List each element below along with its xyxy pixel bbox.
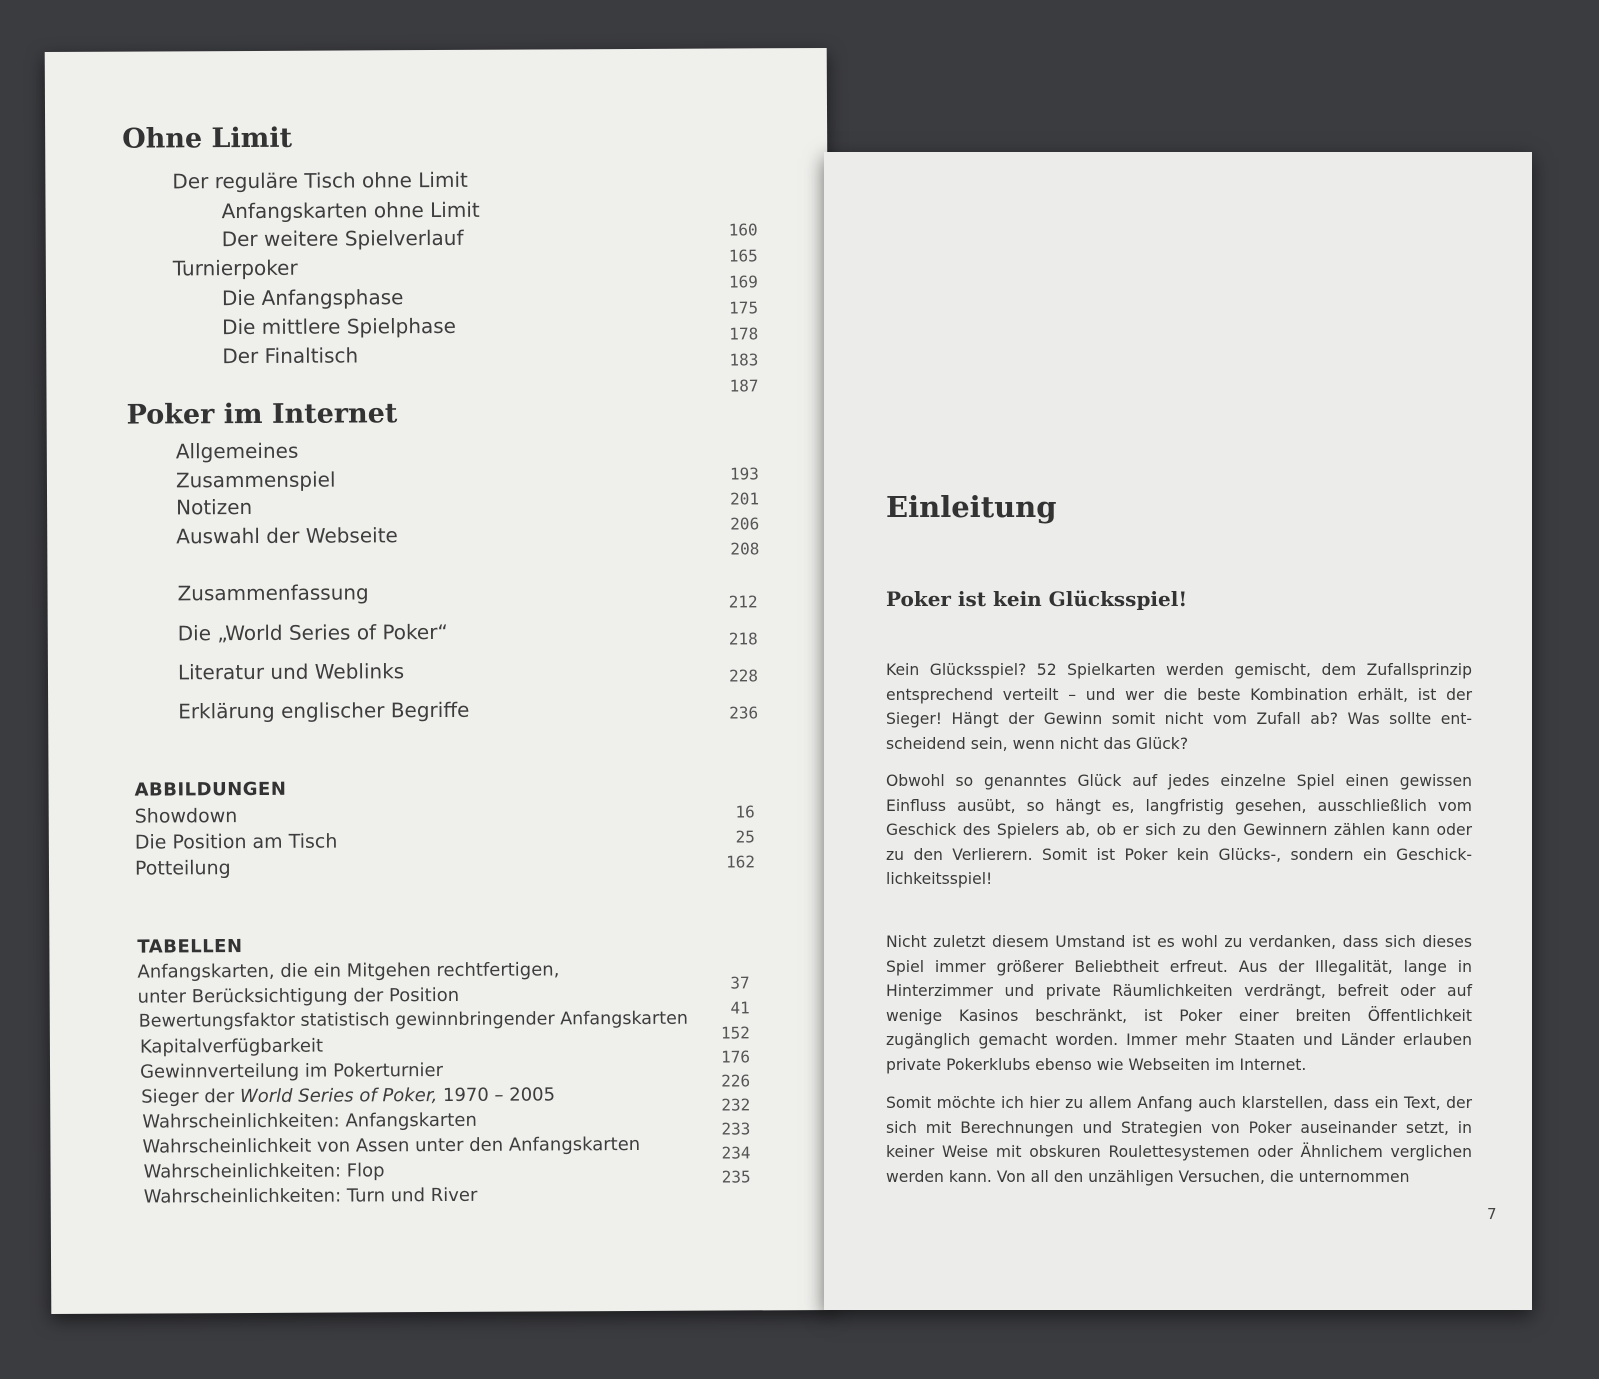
toc-page-number: 25: [735, 827, 755, 847]
sieger-prefix: Sieger der: [141, 1086, 240, 1108]
toc-page-number: 160: [728, 220, 758, 240]
toc-page-number: 165: [728, 246, 758, 266]
toc-entry: Der Finaltisch: [222, 343, 359, 369]
figures-heading: ABBILDUNGEN: [134, 778, 287, 801]
toc-page-number: 16: [735, 802, 755, 822]
toc-entry: Die mittlere Spielphase: [222, 313, 457, 340]
sieger-series-name: World Series of Poker,: [239, 1085, 438, 1108]
toc-page-number: 232: [721, 1095, 751, 1115]
toc-page-number: 41: [730, 998, 750, 1018]
toc-entry: Der weitere Spielverlauf: [221, 225, 464, 252]
toc-page-number: 208: [730, 539, 760, 559]
table-item: Anfangskarten, die ein Mitgehen rechtfertigen,: [137, 959, 560, 983]
toc-page-number: 178: [729, 324, 759, 344]
toc-entry: Anfangskarten ohne Limit: [221, 197, 480, 224]
body-paragraph: Kein Glücksspiel? 52 Spielkarten werden gemischt, dem Zufallsprinzip entsprechend verteilt – und wer die beste Kombination erhält, ist der Sieger! Hängt der Gewinn somit nicht vom Zufall ab? Was sollte entscheidend sein, wenn nicht das Glück?: [886, 661, 1472, 753]
table-item: Kapitalverfügbarkeit: [139, 1035, 324, 1058]
figure-item: Potteilung: [134, 857, 231, 880]
table-item: Wahrscheinlichkeiten: Anfangskarten: [142, 1109, 477, 1133]
toc-page-number: 193: [729, 464, 759, 484]
body-paragraph: Obwohl so genanntes Glück auf jedes einzelne Spiel einen gewissen Einfluss ausübt, so hängt es, langfristig gesehen, ausschließlich vom Geschick des Spielers ab, ob er sich zu den Gewinnern zählen kann oder zu den Verlierern. Somit ist Poker kein Glücks-, sondern ein Geschicklichkeitsspiel!: [886, 772, 1472, 888]
right-page-intro: [824, 152, 1532, 1310]
toc-chapter: Erklärung englischer Begriffe: [178, 697, 470, 724]
toc-entry: Die Anfangsphase: [221, 285, 404, 311]
figure-item: Showdown: [134, 805, 238, 828]
page-number: 7: [1487, 1205, 1497, 1223]
toc-entry: Zusammenspiel: [175, 467, 336, 493]
chapter-title: Einleitung: [886, 490, 1057, 524]
table-item-sieger: [141, 1084, 555, 1107]
toc-entry: Allgemeines: [175, 438, 299, 464]
toc-entry: Turnierpoker: [172, 255, 298, 281]
toc-page-number: 183: [729, 350, 759, 370]
tables-heading: TABELLEN: [137, 936, 243, 958]
table-item: Wahrscheinlichkeiten: Flop: [143, 1160, 385, 1183]
body-paragraph: Somit möchte ich hier zu allem Anfang auch klarstellen, dass ein Text, der sich mit Berechnungen und Strategien von Poker auseinander setzt, in keiner Weise mit obskuren Roulettesystemen oder Ähnlichem verglichen werden kann. Von all den unzähligen Versuchen, die unternommen: [886, 1094, 1472, 1186]
toc-chapter: Literatur und Weblinks: [177, 659, 405, 685]
figure-item: Die Position am Tisch: [134, 830, 338, 854]
toc-page-number: 236: [729, 703, 759, 723]
toc-page-number: 234: [721, 1143, 751, 1163]
toc-page-number: 187: [729, 376, 759, 396]
toc-page-number: 218: [728, 629, 758, 649]
table-item: Wahrscheinlichkeit von Assen unter den Anfangskarten: [142, 1133, 641, 1158]
table-item: unter Berücksichtigung der Position: [137, 984, 460, 1008]
toc-chapter: Die „World Series of Poker“: [177, 619, 448, 646]
toc-page-number: 201: [730, 489, 760, 509]
toc-page-number: 235: [721, 1167, 751, 1187]
toc-page-number: 206: [730, 514, 760, 534]
toc-chapter: Zusammenfassung: [177, 580, 369, 606]
body-paragraph: Nicht zuletzt diesem Umstand ist es wohl zu verdanken, dass sich dieses Spiel immer größerer Beliebtheit erfreut. Aus der Illegalität, lange in Hinterzimmer und private Räumlichkeiten verdrängt, befreit oder auf wenige Kasinos beschränkt, ist Poker einer breiten Öffentlichkeit zugänglich gemacht worden. Immer mehr Staaten und Länder erlauben private Pokerklubs ebenso wie Webseiten im Internet.: [886, 933, 1472, 1074]
toc-page-number: 176: [721, 1047, 751, 1067]
toc-entry: Der reguläre Tisch ohne Limit: [172, 167, 468, 194]
toc-page-number: 212: [728, 592, 758, 612]
table-item: Wahrscheinlichkeiten: Turn und River: [143, 1184, 478, 1208]
toc-page-number: 226: [721, 1071, 751, 1091]
toc-page-number: 175: [729, 298, 759, 318]
table-item: Gewinnverteilung im Pokerturnier: [139, 1059, 444, 1083]
toc-page-number: 162: [725, 852, 756, 872]
toc-page-number: 152: [720, 1023, 750, 1043]
sieger-suffix: 1970 – 2005: [437, 1084, 556, 1107]
section-title-poker-im-internet: Poker im Internet: [126, 398, 398, 431]
toc-entry: Notizen: [176, 494, 253, 520]
section-title-ohne-limit: Ohne Limit: [122, 122, 293, 155]
left-page-toc: [45, 48, 834, 1314]
toc-page-number: 169: [728, 272, 758, 292]
chapter-subtitle: Poker ist kein Glücksspiel!: [886, 587, 1188, 611]
table-item: Bewertungsfaktor statistisch gewinnbringender Anfangskarten: [138, 1008, 688, 1032]
toc-page-number: 37: [730, 973, 750, 993]
toc-page-number: 228: [729, 666, 759, 686]
toc-entry: Auswahl der Webseite: [176, 523, 398, 549]
toc-page-number: 233: [721, 1119, 751, 1139]
